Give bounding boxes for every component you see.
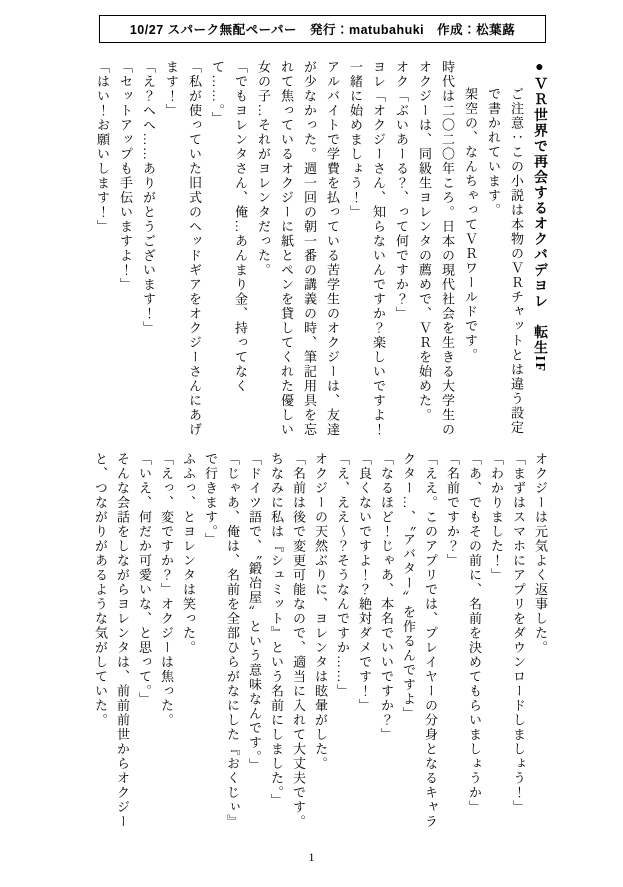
- paragraph: 「名前ですか？」: [445, 452, 460, 568]
- paragraph: ふふっ、とヨレンタは笑った。: [181, 452, 196, 655]
- paragraph: 「え？へへ……ありがとうございます！」: [141, 60, 156, 336]
- paragraph: 「はい！お願いします！」: [95, 60, 110, 234]
- page-number: 1: [308, 850, 315, 864]
- notice-block: [459, 60, 528, 438]
- paragraph: 「良くないですよ！？絶対ダメです！」: [357, 452, 372, 713]
- paragraph: 「わかりました！」: [489, 452, 504, 583]
- paragraph: 「でもヨレンタさん、俺…あんまり金、持ってなくて……。」: [210, 60, 248, 394]
- paragraph: オクジーは元気よく返事した。: [533, 452, 548, 655]
- paragraph: 「なるほど！じゃあ、本名でいいですか？」: [379, 452, 394, 742]
- paragraph: 「私が使っていた旧式のヘッドギアをオクジーさんにあげます！」: [164, 60, 202, 437]
- paragraph: ヨレ「オクジーさん、知らないんですか？楽しいですよ！一緒に始めましょう！」: [348, 60, 386, 437]
- notice-line: ご注意：この小説は本物のＶＲチャットとは違う設定で書かれています。: [486, 87, 524, 435]
- story-title: ●ＶＲ世界で再会するオクバデヨレ 転生IF: [532, 60, 547, 373]
- paragraph: 「ええ。このアプリでは、プレイヤーの分身となるキャラクター…、〝アバター〟を作るんですよ」: [401, 452, 438, 829]
- header-box: [99, 15, 546, 43]
- paragraph: 「まずはスマホにアプリをダウンロードしましょう！」: [511, 452, 526, 815]
- notice-line: 架空の、なんちゃってＶＲワールドです。: [463, 87, 478, 363]
- paragraph: オクジーの天然ぶりに、ヨレンタは眩暈がした。: [313, 452, 328, 771]
- header-title: 10/27 スパーク無配ペーパー 発行：matubahuki 作成：松葉蕗: [129, 23, 516, 37]
- paragraph: 「いえ、何だか可愛いな、と思って。」: [137, 452, 152, 707]
- paragraph: 「あ、でもその前に、名前を決めてもらいましょうか」: [467, 452, 482, 815]
- paragraph: そんな会話をしながらヨレンタは、前前前世からオクジーと、つながりがあるような気がしていた。: [93, 452, 130, 829]
- paragraph: 「え、ええ〜？そうなんですか……」: [335, 452, 350, 699]
- lower-band: [85, 452, 551, 842]
- paragraph: 「セットアップも手伝いますよ！」: [118, 60, 133, 292]
- upper-band: [85, 60, 551, 438]
- paragraph: アルバイトで学費を払っている苦学生のオクジーは、友達が少なかった。週一回の朝一番の講義の時、筆記用具を忘れて焦っているオクジーに紙とペンを貸してくれた優しい女の子…それがヨレンタだった。: [256, 60, 340, 437]
- paragraph: 「えっ、変ですか？」オクジーは焦った。: [159, 452, 174, 728]
- paragraph: 時代は二〇二〇年ころ。日本の現代社会を生きる大学生のオクジーは、同級生ヨレンタの薦めで、ＶＲを始めた。: [417, 60, 455, 437]
- paragraph: 「じゃあ、俺は、名前を全部ひらがなにした『おくじぃ』で行きます。」: [203, 452, 240, 829]
- paragraph: オク「ぶいあーる？、って何ですか？」: [394, 60, 409, 321]
- paragraph: 「ドイツ語で、〝鍛冶屋〟という意味なんです。」: [247, 452, 262, 773]
- paragraph: 「名前は後で変更可能なので、適当に入れて大丈夫です。ちなみに私は『シュミット』という名前にしました。」: [269, 452, 306, 829]
